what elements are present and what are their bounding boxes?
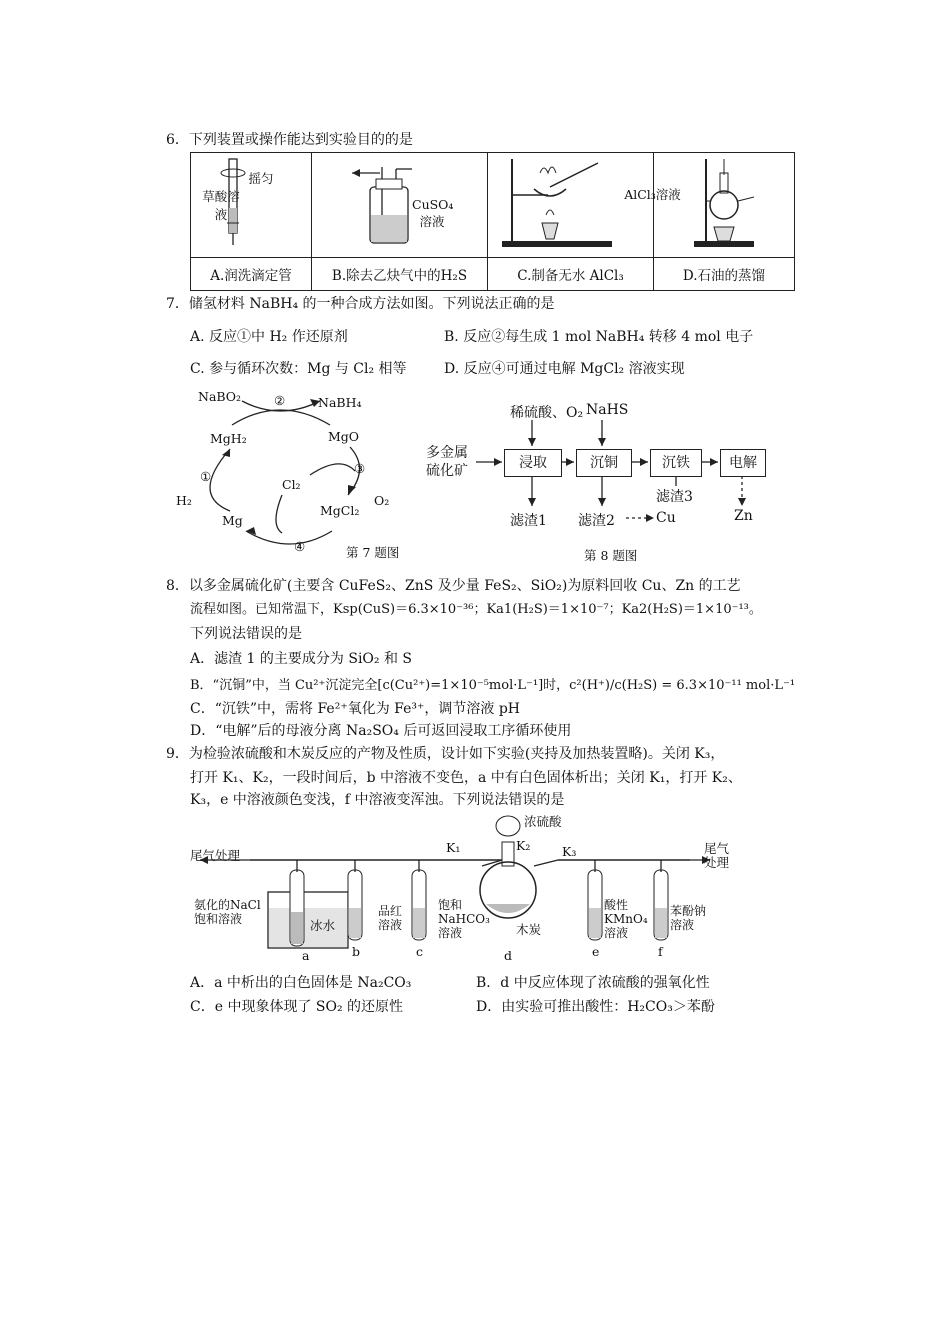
q6-pic-c: AlCl₃溶液 bbox=[488, 153, 654, 258]
q9-option-c[interactable]: C．e 中现象体现了 SO₂ 的还原性 bbox=[190, 999, 404, 1015]
q9-option-a[interactable]: A．a 中析出的白色固体是 Na₂CO₃ bbox=[190, 975, 412, 991]
q8-step-fe: 沉铁 bbox=[650, 449, 702, 477]
q9-ice-water: 冰水 bbox=[310, 918, 336, 933]
q7-mgh2: MgH₂ bbox=[210, 431, 247, 446]
q6-stem: 6．下列装置或操作能达到实验目的的是 bbox=[166, 132, 413, 148]
q8-zn-product: Zn bbox=[734, 508, 753, 524]
q7-h2: H₂ bbox=[176, 493, 192, 508]
q8-residue2: 滤渣2 bbox=[578, 513, 615, 529]
q7-option-a[interactable]: A. 反应①中 H₂ 作还原剂 bbox=[190, 329, 348, 345]
q9-letter-a: a bbox=[302, 948, 310, 963]
q7-option-d[interactable]: D. 反应④可通过电解 MgCl₂ 溶液实现 bbox=[444, 361, 685, 377]
q9-label-c: 饱和NaHCO₃溶液 bbox=[438, 898, 490, 940]
q9-k2: K₂ bbox=[516, 838, 531, 853]
q9-option-d[interactable]: D．由实验可推出酸性：H₂CO₃＞苯酚 bbox=[476, 999, 715, 1015]
q8-residue1: 滤渣1 bbox=[510, 513, 547, 529]
q8-reagent1: 稀硫酸、O₂ bbox=[510, 405, 584, 421]
q9-tail-right: 尾气处理 bbox=[704, 841, 730, 870]
q6-pic-b: CuSO₄溶液 bbox=[312, 153, 488, 258]
q6-apparatus-table bbox=[190, 152, 795, 291]
q8-reagent2: NaHS bbox=[586, 402, 629, 418]
q8-cu-product: Cu bbox=[656, 510, 676, 526]
q8-stem-line1: 8．以多金属硫化矿(主要含 CuFeS₂、ZnS 及少量 FeS₂、SiO₂)为原料回收 Cu、Zn 的工艺 bbox=[166, 578, 741, 594]
q9-apparatus-diagram bbox=[190, 812, 750, 962]
q7-option-c[interactable]: C. 参与循环次数：Mg 与 Cl₂ 相等 bbox=[190, 361, 407, 377]
q7-nabo2: NaBO₂ bbox=[198, 389, 242, 404]
q9-letter-f: f bbox=[658, 944, 663, 959]
q9-label-a: 氨化的NaCl饱和溶液 bbox=[194, 898, 261, 926]
q7-cl2: Cl₂ bbox=[282, 477, 301, 492]
distillation-flask-icon bbox=[654, 153, 794, 253]
q9-k1: K₁ bbox=[446, 840, 461, 855]
q6-option-a[interactable]: A.润洗滴定管 bbox=[191, 258, 312, 291]
q8-fig-caption: 第 8 题图 bbox=[584, 548, 638, 563]
q8-stem-line2: 流程如图。已知常温下，Ksp(CuS)＝6.3×10⁻³⁶；Ka1(H₂S)＝1×10⁻⁷；Ka2(H₂S)＝1×10⁻¹³。 bbox=[190, 602, 762, 617]
q8-option-b[interactable]: B．“沉铜”中，当 Cu²⁺沉淀完全[c(Cu²⁺)=1×10⁻⁵mol·L⁻¹]时，c²(H⁺)/c(H₂S) = 6.3×10⁻¹¹ mol·L⁻¹ bbox=[190, 678, 796, 693]
q8-residue3: 滤渣3 bbox=[656, 489, 693, 505]
q6-pic-a: 摇匀 草酸溶液 bbox=[191, 153, 312, 258]
q8-step-electrolysis: 电解 bbox=[720, 449, 766, 477]
q7-step3: ③ bbox=[354, 461, 366, 476]
q7-option-b[interactable]: B. 反应②每生成 1 mol NaBH₄ 转移 4 mol 电子 bbox=[444, 329, 754, 345]
q9-k3: K₃ bbox=[562, 844, 577, 859]
q8-flow-arrows bbox=[426, 400, 786, 570]
q8-option-d[interactable]: D．“电解”后的母液分离 Na₂SO₄ 后可返回浸取工序循环使用 bbox=[190, 723, 572, 739]
q9-stem-line3: K₃，e 中溶液颜色变浅，f 中溶液变浑浊。下列说法错误的是 bbox=[190, 792, 565, 808]
q7-o2: O₂ bbox=[374, 493, 390, 508]
q9-label-b: 品红溶液 bbox=[378, 904, 403, 932]
q7-mgcl2: MgCl₂ bbox=[320, 503, 360, 518]
q7-step4: ④ bbox=[294, 539, 306, 554]
q7-fig-caption: 第 7 题图 bbox=[346, 545, 400, 560]
q8-option-c[interactable]: C．“沉铁”中，需将 Fe²⁺氧化为 Fe³⁺，调节溶液 pH bbox=[190, 701, 521, 717]
evaporating-dish-heating-icon bbox=[488, 153, 653, 253]
q6-pic-d bbox=[654, 153, 795, 258]
q8-feed: 多金属硫化矿 bbox=[426, 445, 468, 479]
q8-stem-line3: 下列说法错误的是 bbox=[190, 626, 302, 642]
q9-stem-line2: 打开 K₁、K₂，一段时间后，b 中溶液不变色，a 中有白色固体析出；关闭 K₁，打开 K₂、 bbox=[190, 770, 742, 786]
q9-option-b[interactable]: B．d 中反应体现了浓硫酸的强氧化性 bbox=[476, 975, 710, 991]
q9-label-f: 苯酚钠溶液 bbox=[670, 904, 707, 932]
q7-step1: ① bbox=[200, 469, 212, 484]
q8-option-a[interactable]: A．滤渣 1 的主要成分为 SiO₂ 和 S bbox=[190, 651, 413, 667]
q9-letter-e: e bbox=[592, 944, 600, 959]
q7-mgo: MgO bbox=[328, 429, 360, 444]
q9-charcoal: 木炭 bbox=[516, 922, 542, 937]
q9-tail-left: 尾气处理 bbox=[190, 848, 241, 863]
q9-letter-d: d bbox=[504, 948, 513, 963]
gas-washing-bottle-icon bbox=[312, 153, 487, 253]
q6-option-d[interactable]: D.石油的蒸馏 bbox=[654, 258, 795, 291]
q7-nabh4: NaBH₄ bbox=[318, 395, 362, 410]
q8-step-cu: 沉铜 bbox=[576, 449, 632, 477]
q6-option-b[interactable]: B.除去乙炔气中的H₂S bbox=[312, 258, 488, 291]
q9-conc-acid: 浓硫酸 bbox=[524, 814, 562, 829]
q7-cycle-diagram bbox=[170, 385, 420, 565]
q8-step-leach: 浸取 bbox=[504, 449, 562, 477]
q9-letter-b: b bbox=[352, 944, 361, 959]
q7-mg: Mg bbox=[222, 513, 243, 528]
q9-letter-c: c bbox=[416, 944, 424, 959]
q9-stem-line1: 9．为检验浓硫酸和木炭反应的产物及性质，设计如下实验(夹持及加热装置略)。关闭 K₃， bbox=[166, 746, 725, 762]
q9-label-e: 酸性KMnO₄溶液 bbox=[604, 898, 648, 940]
q7-step2: ② bbox=[274, 393, 286, 408]
q7-stem: 7．储氢材料 NaBH₄ 的一种合成方法如图。下列说法正确的是 bbox=[166, 296, 555, 312]
q6-option-c[interactable]: C.制备无水 AlCl₃ bbox=[488, 258, 654, 291]
q8-flow-diagram bbox=[426, 400, 786, 570]
